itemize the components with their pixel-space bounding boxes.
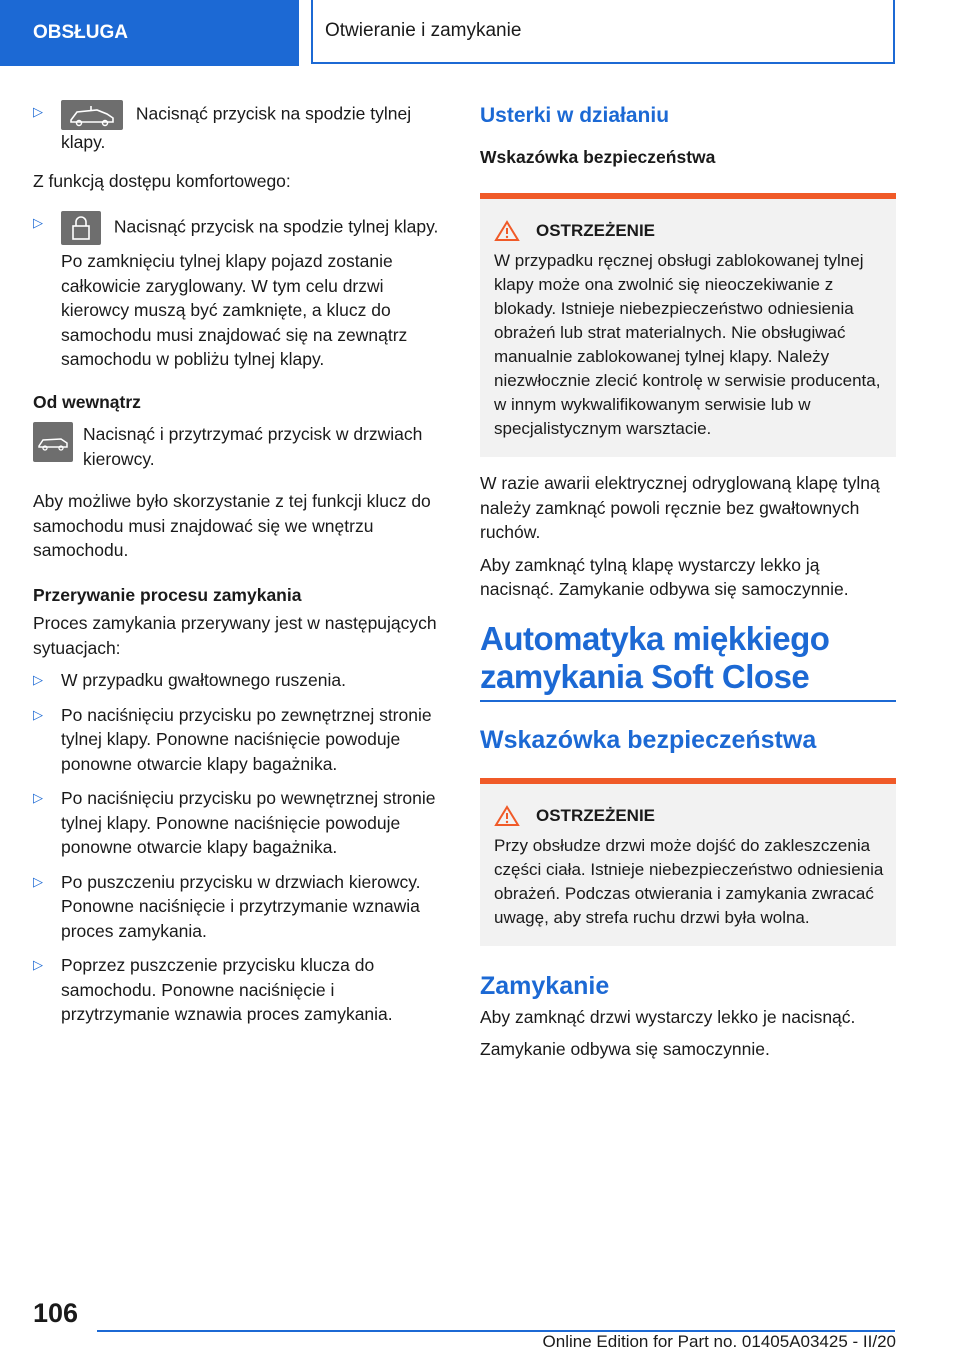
page-number: 106 (33, 1298, 79, 1328)
softclose-safety-heading: Wskazówka bezpieczeństwa (480, 725, 817, 754)
warning-box (480, 778, 896, 946)
edition-footer[interactable]: Online Edition for Part no. 01405A03425 - II/20 (542, 1332, 896, 1351)
interrupt-intro: Proces zamykania przerywany jest w następujących sytuacjach: (33, 613, 437, 658)
inside-note: Aby możliwe było skorzystanie z tej funkcji klucz do samochodu musi znajdować się we wnętrzu samochodu. (33, 491, 431, 560)
list-item-text: Po naciśnięciu przycisku po zewnętrznej stronie tylnej klapy. Ponowne naciśnięcie powoduje ponowne otwarcie klapy bagażnika. (61, 704, 432, 774)
list-item (33, 668, 448, 693)
list-item-text: Po naciśnięciu przycisku po wewnętrznej stronie tylnej klapy. Ponowne naciśnięcie powoduje ponowne otwarcie klapy bagażnika. (61, 788, 436, 857)
page-header (0, 0, 960, 66)
triangle-bullet-icon: ▷ (33, 957, 43, 972)
safety-subheading: Wskazówka bezpieczeństwa (480, 146, 716, 167)
malfunction-heading: Usterki w działaniu (480, 104, 670, 127)
list-item (33, 211, 448, 245)
list-item (33, 870, 448, 944)
list-item (33, 953, 448, 1027)
inside-instruction (33, 422, 448, 471)
trunk-button-icon (61, 100, 123, 130)
interrupt-heading: Przerywanie procesu zamykania (33, 584, 302, 605)
closing-heading: Zamykanie (480, 972, 610, 1000)
instruction-text: Nacisnąć przycisk na spodzie tylnej klapy. (61, 103, 412, 152)
instruction-text: Nacisnąć przycisk na spodzie tylnej klapy. (113, 216, 439, 237)
triangle-bullet-icon: ▷ (33, 706, 43, 722)
instruction-text: Nacisnąć i przytrzymać przycisk w drzwiach kierowcy. (83, 424, 423, 469)
warning-text: W przypadku ręcznej obsługi zablokowanej tylnej klapy może ona zwolnić się nieoczekiwanie z blokady. Istnieje niebezpieczeństwo odniesienia obrażeń lub strat materialnych. Nie obsługiwać manualnie zablokowanej tylnej klapy. Należy niezwłocznie zlecić kontrolę w serwisie producenta, w innym wykwalifikowanym serwisie lub w specjalistycznym warsztacie. (494, 251, 881, 438)
lock-note: Po zamknięciu tylnej klapy pojazd zostanie całkowicie zaryglowany. W tym celu drzwi kierowcy muszą być zamknięte, a klucz do samochodu musi znajdować się na zewnątrz samochodu w pobliżu tylnej klapy. (61, 251, 408, 369)
warning-label: OSTRZEŻENIE (536, 221, 656, 240)
triangle-bullet-icon: ▷ (33, 790, 43, 805)
chapter-title: Otwieranie i zamykanie (311, 0, 895, 64)
list-item-text: Poprzez puszczenie przycisku klucza do samochodu. Ponowne naciśnięcie i przytrzymanie wznawia proces zamykania. (61, 955, 393, 1024)
warning-header (488, 219, 888, 243)
comfort-access-intro: Z funkcją dostępu komfortowego: (33, 170, 291, 191)
close-paragraph: Aby zamknąć tylną klapę wystarczy lekko ją nacisnąć. Zamykanie odbywa się samoczynnie. (480, 554, 849, 599)
warning-text: Przy obsłudze drzwi może dojść do zakleszczenia części ciała. Istnieje niebezpieczeństwo odniesienia obrażeń. Podczas otwierania i zamykania zwracać uwagę, aby strefa ruchu drzwi była wolna. (494, 836, 884, 927)
warning-triangle-icon (494, 805, 520, 827)
list-item-text: Po puszczeniu przycisku w drzwiach kierowcy. Ponowne naciśnięcie i przytrzymanie wznawia proces zamykania. (61, 871, 421, 941)
lock-button-icon (61, 211, 101, 245)
triangle-bullet-icon: ▷ (33, 672, 43, 687)
inside-heading: Od wewnątrz (33, 391, 141, 412)
car-door-button-icon (33, 422, 73, 462)
warning-label: OSTRZEŻENIE (536, 806, 656, 825)
closing-text: Aby zamknąć drzwi wystarczy lekko je nacisnąć. (480, 1006, 856, 1027)
list-item (33, 786, 448, 860)
softclose-title: Automatyka miękkiego zamykania Soft Close (480, 620, 896, 702)
left-column (33, 100, 448, 1037)
triangle-bullet-icon: ▷ (33, 873, 43, 889)
warning-box (480, 193, 896, 457)
emergency-paragraph: W razie awarii elektrycznej odryglowaną klapę tylną należy zamknąć powoli ręcznie bez gwałtownych ruchów. (480, 473, 880, 542)
list-item-text: W przypadku gwałtownego ruszenia. (61, 670, 347, 690)
list-item (33, 100, 448, 155)
section-tab[interactable]: OBSŁUGA (0, 0, 299, 66)
list-item (33, 703, 448, 777)
warning-triangle-icon (494, 220, 520, 242)
triangle-bullet-icon: ▷ (33, 215, 43, 230)
warning-header (488, 804, 888, 828)
right-column (480, 100, 896, 1070)
triangle-bullet-icon: ▷ (33, 104, 43, 119)
closing-text: Zamykanie odbywa się samoczynnie. (480, 1039, 770, 1059)
